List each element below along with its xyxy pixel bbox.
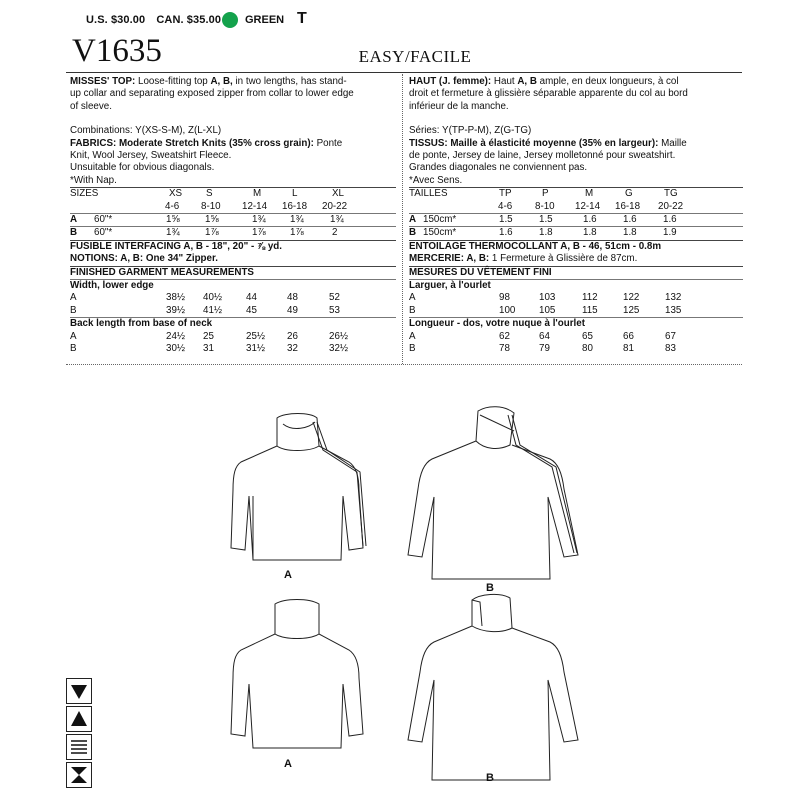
color-label: GREEN bbox=[245, 14, 285, 26]
view-a-front-label: A bbox=[284, 569, 292, 581]
back-row-b-fr: B 78 79 80 81 83 bbox=[409, 343, 676, 355]
combinations-fr: Séries: Y(TP-P-M), Z(G-TG) bbox=[409, 125, 532, 137]
symbol-stack bbox=[66, 678, 92, 790]
combinations-en: Combinations: Y(XS-S-M), Z(L-XL) bbox=[70, 125, 222, 137]
yardage-row-b-en: B 60"* 1¾ 1⅞ 1⅞ 1⅞ 2 bbox=[70, 227, 338, 239]
header-rule bbox=[66, 72, 742, 73]
width-title-fr: Larguer, à l'ourlet bbox=[409, 280, 491, 292]
back-row-b-en: B 30½ 31 31½ 32 32½ bbox=[70, 343, 349, 355]
french-column bbox=[409, 76, 743, 355]
description-en: MISSES' TOP: Loose-fitting top A, B, in two lengths, has stand- bbox=[70, 76, 347, 87]
description-fr-line3: inférieur de la manche. bbox=[409, 100, 509, 112]
interfacing-fr: ENTOILAGE THERMOCOLLANT A, B - 46, 51cm - 0.8m bbox=[409, 240, 662, 252]
yardage-row-a-fr: A 150cm* 1.5 1.5 1.6 1.6 1.6 bbox=[409, 214, 677, 226]
width-row-a-en: A 38½ 40½ 44 48 52 bbox=[70, 292, 340, 304]
fabrics-en-line4: *With Nap. bbox=[70, 174, 117, 186]
info-bottom-rule bbox=[66, 364, 742, 365]
sizes-header-fr: TAILLES TP P M G TG bbox=[409, 188, 678, 200]
view-a-front-illustration bbox=[205, 410, 405, 570]
sizes-header-en: SIZES XS S M L XL bbox=[70, 188, 344, 200]
view-b-back-illustration bbox=[380, 590, 610, 790]
back-title-fr: Longueur - dos, votre nuque à l'ourlet bbox=[409, 318, 585, 330]
fabrics-fr-line3: Grandes diagonales ne conviennent pas. bbox=[409, 162, 588, 174]
description-en-line3: of sleeve. bbox=[70, 100, 112, 112]
description-fr-line2: droit et fermeture à glissière séparable apparente du col au bord bbox=[409, 88, 688, 100]
fabrics-en: FABRICS: Moderate Stretch Knits (35% cross grain): Ponte bbox=[70, 137, 343, 149]
fabrics-en-line3: Unsuitable for obvious diagonals. bbox=[70, 162, 215, 174]
column-divider bbox=[402, 74, 403, 364]
back-title-en: Back length from base of neck bbox=[70, 318, 213, 330]
view-b-front-illustration bbox=[380, 405, 610, 590]
width-title-en: Width, lower edge bbox=[70, 280, 154, 292]
english-column bbox=[70, 76, 396, 355]
view-b-back-label: B bbox=[486, 772, 494, 784]
interfacing-en: FUSIBLE INTERFACING A, B - 18", 20" - ⅞ yd. bbox=[70, 240, 282, 252]
finished-title-en: FINISHED GARMENT MEASUREMENTS bbox=[70, 266, 254, 278]
size-ranges-fr: 4-6 8-10 12-14 16-18 20-22 bbox=[498, 200, 684, 212]
fabrics-fr-line4: *Avec Sens. bbox=[409, 174, 463, 186]
yardage-row-b-fr: B 150cm* 1.6 1.8 1.8 1.8 1.9 bbox=[409, 227, 677, 239]
fabrics-fr-line2: de ponte, Jersey de laine, Jersey molletonné pour sweatshirt. bbox=[409, 150, 676, 162]
pattern-number: V1635 bbox=[72, 33, 162, 69]
size-ranges-en: 4-6 8-10 12-14 16-18 20-22 bbox=[165, 200, 348, 212]
description-en-line2: up collar and separating exposed zipper from collar to lower edge bbox=[70, 88, 354, 100]
view-b-front-label: B bbox=[486, 582, 494, 594]
back-row-a-fr: A 62 64 65 66 67 bbox=[409, 330, 676, 342]
back-row-a-en: A 24½ 25 25½ 26 26½ bbox=[70, 330, 349, 342]
color-dot-icon bbox=[222, 12, 238, 28]
can-price: CAN. $35.00 bbox=[156, 14, 222, 26]
view-a-back-illustration bbox=[205, 598, 405, 758]
width-row-b-en: B 39½ 41½ 45 49 53 bbox=[70, 304, 340, 316]
description-fr: HAUT (J. femme): Haut A, B ample, en deux longueurs, à col bbox=[409, 76, 679, 87]
finished-title-fr: MESURES DU VÊTEMENT FINI bbox=[409, 266, 552, 278]
fabrics-en-line2: Knit, Wool Jersey, Sweatshirt Fleece. bbox=[70, 150, 232, 162]
t-mark: T bbox=[297, 10, 307, 27]
triangle-down-icon bbox=[66, 678, 92, 704]
view-a-back-label: A bbox=[284, 758, 292, 770]
price-line bbox=[86, 14, 229, 26]
difficulty-label: EASY/FACILE bbox=[358, 47, 472, 66]
us-price: U.S. $30.00 bbox=[86, 14, 146, 26]
notions-en: NOTIONS: A, B: One 34" Zipper. bbox=[70, 253, 218, 265]
notions-fr: MERCERIE: A, B: 1 Fermeture à Glissière de 87cm. bbox=[409, 253, 638, 265]
hourglass-icon bbox=[66, 762, 92, 788]
fabrics-fr: TISSUS: Maille à élasticité moyenne (35% en largeur): Maille bbox=[409, 137, 687, 149]
triangle-up-icon bbox=[66, 706, 92, 732]
width-row-b-fr: B 100 105 115 125 135 bbox=[409, 304, 682, 316]
width-row-a-fr: A 98 103 112 122 132 bbox=[409, 292, 682, 304]
lines-square-icon bbox=[66, 734, 92, 760]
yardage-row-a-en: A 60"* 1⅝ 1⅝ 1¾ 1¾ 1¾ bbox=[70, 214, 344, 226]
